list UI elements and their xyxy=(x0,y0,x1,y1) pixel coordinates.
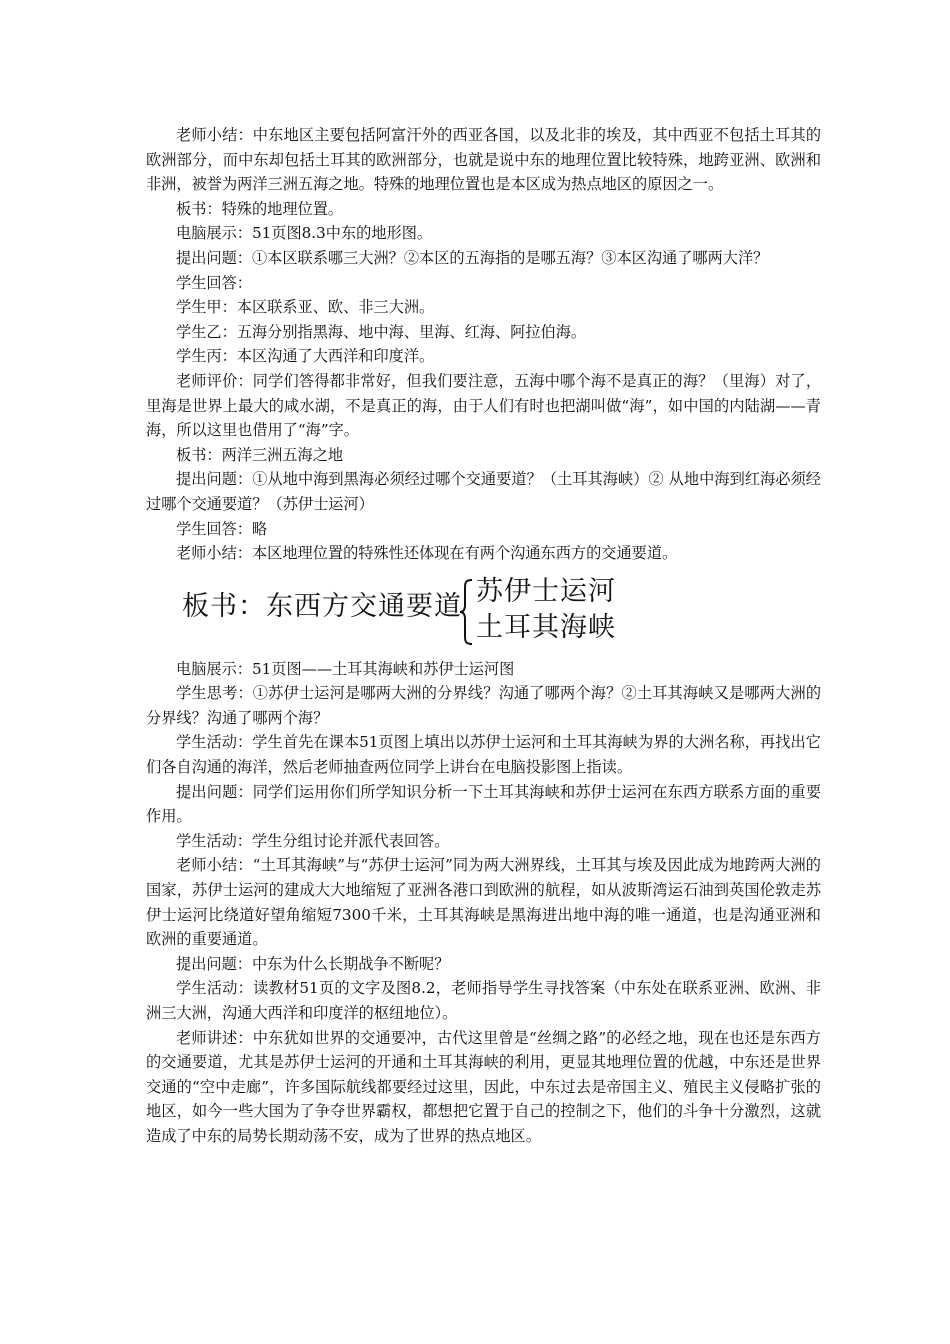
paragraph: 提出问题：中东为什么长期战争不断呢？ xyxy=(176,954,450,973)
board-label: 板书：东西方交通要道 xyxy=(182,590,462,622)
paragraph: 老师讲述：中东犹如世界的交通要冲，古代这里曾是“丝绸之路”的必经之地，现在也还是东西方的交通要道，尤其是苏伊士运河的开通和土耳其海峡的利用，更显其地理位置的优越，中东还是世界交通的“空中走廊”，许多国际航线都要经过这里，因此，中东过去是帝国主义、殖民主义侵略扩张的地区，如今一些大国为了争夺世界霸权，都想把它置于自己的控制之下，他们的斗争十分激烈，这就造成了中东的局势长期动荡不安，成为了世界的热点地区。 xyxy=(146,1028,821,1145)
paragraph: 学生乙：五海分别指黑海、地中海、里海、红海、阿拉伯海。 xyxy=(176,322,587,341)
paragraph: 老师小结：本区地理位置的特殊性还体现在有两个沟通东西方的交通要道。 xyxy=(176,544,678,563)
paragraph: 板书：两洋三洲五海之地 xyxy=(176,445,344,464)
paragraph: 提出问题：①本区联系哪三大洲？②本区的五海指的是哪五海？③本区沟通了哪两大洋？ xyxy=(176,248,769,267)
paragraph: 提出问题：同学们运用你们所学知识分析一下土耳其海峡和苏伊士运河在东西方联系方面的重要作用。 xyxy=(146,782,821,826)
paragraph: 学生甲：本区联系亚、欧、非三大洲。 xyxy=(176,298,435,317)
curly-brace-icon xyxy=(459,579,473,645)
paragraph: 学生活动：学生分组讨论并派代表回答。 xyxy=(176,831,450,850)
paragraph: 电脑展示：51页图——土耳其海峡和苏伊士运河图 xyxy=(176,659,515,678)
paragraph: 学生丙：本区沟通了大西洋和印度洋。 xyxy=(176,347,435,366)
paragraph: 学生活动：读教材51页的文字及图8.2，老师指导学生寻找答案（中东处在联系亚洲、欧洲、非洲三大洲，沟通大西洋和印度洋的枢纽地位）。 xyxy=(146,979,821,1022)
paragraph: 板书：特殊的地理位置。 xyxy=(176,199,344,218)
board-item-turkish-straits: 土耳其海峡 xyxy=(476,611,616,643)
paragraph: 老师小结：中东地区主要包括阿富汗外的西亚各国，以及北非的埃及，其中西亚不包括土耳其的欧洲部分，而中东却包括土耳其的欧洲部分，也就是说中东的地理位置比较特殊，地跨亚洲、欧洲和非洲，被誉为两洋三洲五海之地。特殊的地理位置也是本区成为热点地区的原因之一。 xyxy=(146,126,821,194)
paragraph: 学生回答：略 xyxy=(176,519,268,538)
paragraph: 电脑展示：51页图8.3中东的地形图。 xyxy=(176,224,433,243)
paragraph: 学生回答： xyxy=(176,273,252,292)
board-item-suez-canal: 苏伊士运河 xyxy=(476,575,616,607)
document-body xyxy=(146,123,821,1149)
paragraph: 老师评价：同学们答得都非常好，但我们要注意，五海中哪个海不是真正的海？（里海）对了，里海是世界上最大的咸水湖，不是真正的海，由于人们有时也把湖叫做“海”，如中国的内陆湖——青海，所以这里也借用了“海”字。 xyxy=(146,371,821,440)
board-writing-figure xyxy=(146,577,821,647)
paragraph: 提出问题：①从地中海到黑海必须经过哪个交通要道？（土耳其海峡）② 从地中海到红海必须经过哪个交通要道？（苏伊士运河） xyxy=(146,470,821,513)
paragraph: 老师小结：“土耳其海峡”与“苏伊士运河”同为两大洲界线，土耳其与埃及因此成为地跨两大洲的国家，苏伊士运河的建成大大地缩短了亚洲各港口到欧洲的航程，如从波斯湾运石油到英国伦敦走苏伊士运河比绕道好望角缩短7300千米，土耳其海峡是黑海进出地中海的唯一通道，也是沟通亚洲和欧洲的重要通道。 xyxy=(146,856,821,949)
paragraph: 学生思考：①苏伊士运河是哪两大洲的分界线？沟通了哪两个海？②土耳其海峡又是哪两大洲的分界线？沟通了哪两个海？ xyxy=(146,684,821,727)
paragraph: 学生活动：学生首先在课本51页图上填出以苏伊士运河和土耳其海峡为界的大洲名称，再找出它们各自沟通的海洋，然后老师抽查两位同学上讲台在电脑投影图上指读。 xyxy=(146,733,821,777)
